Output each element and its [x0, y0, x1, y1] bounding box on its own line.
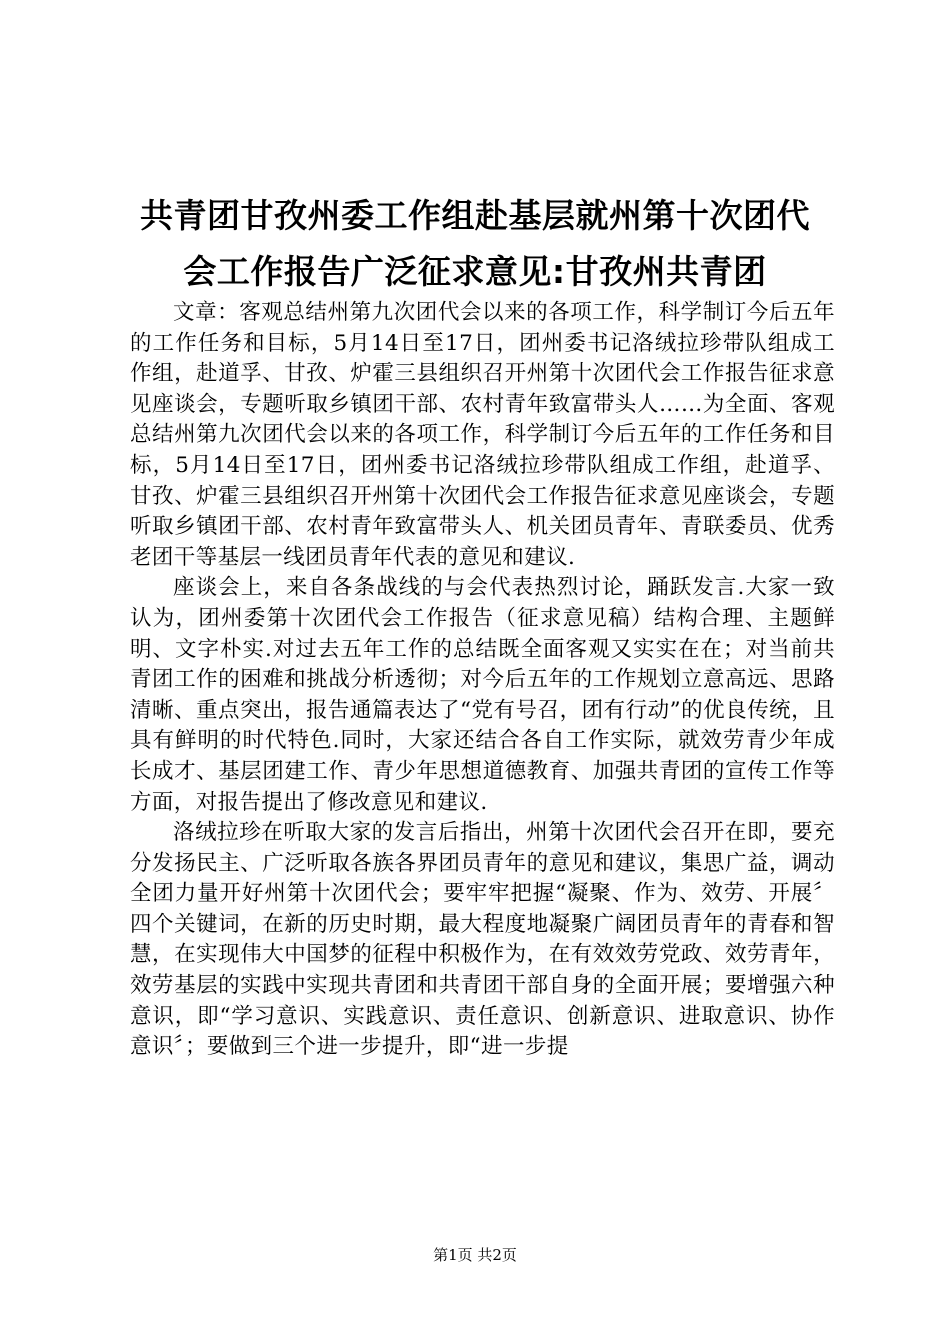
- title-line-2: 会工作报告广泛征求意见:甘孜州共青团: [183, 252, 767, 291]
- document-body: [130, 298, 835, 1063]
- title-line-1: 共青团甘孜州委工作组赴基层就州第十次团代: [140, 196, 810, 235]
- paragraph-2: 座谈会上，来自各条战线的与会代表热烈讨论，踊跃发言.大家一致认为，团州委第十次团代会工作报告（征求意见稿）结构合理、主题鲜明、文字朴实.对过去五年工作的总结既全面客观又实实在在；对当前共青团工作的困难和挑战分析透彻；对今后五年的工作规划立意高远、思路清晰、重点突出，报告通篇表达了“党有号召，团有行动”的优良传统，且具有鲜明的时代特色.同时，大家还结合各自工作实际，就效劳青少年成长成才、基层团建工作、青少年思想道德教育、加强共青团的宣传工作等方面，对报告提出了修改意见和建议.: [130, 575, 835, 815]
- paragraph-1: 文章：客观总结州第九次团代会以来的各项工作，科学制订今后五年的工作任务和目标，5月14日至17日，团州委书记洛绒拉珍带队组成工作组，赴道孚、甘孜、炉霍三县组织召开州第十次团代会工作报告征求意见座谈会，专题听取乡镇团干部、农村青年致富带头人……为全面、客观总结州第九次团代会以来的各项工作，科学制订今后五年的工作任务和目标，5月14日至17日，团州委书记洛绒拉珍带队组成工作组，赴道孚、甘孜、炉霍三县组织召开州第十次团代会工作报告征求意见座谈会，专题听取乡镇团干部、农村青年致富带头人、机关团员青年、青联委员、优秀老团干等基层一线团员青年代表的意见和建议.: [130, 300, 835, 570]
- page-footer: 第1页 共2页: [433, 1246, 517, 1264]
- paragraph-3: 洛绒拉珍在听取大家的发言后指出，州第十次团代会召开在即，要充分发扬民主、广泛听取各族各界团员青年的意见和建议，集思广益，调动全团力量开好州第十次团代会；要牢牢把握“凝聚、作为、效劳、开展〞四个关键词，在新的历史时期，最大程度地凝聚广阔团员青年的青春和智慧，在实现伟大中国梦的征程中积极作为，在有效效劳党政、效劳青年，效劳基层的实践中实现共青团和共青团干部自身的全面开展；要增强六种意识，即“学习意识、实践意识、责任意识、创新意识、进取意识、协作意识〞；要做到三个进一步提升，即“进一步提: [130, 820, 835, 1060]
- document-title: [120, 188, 830, 300]
